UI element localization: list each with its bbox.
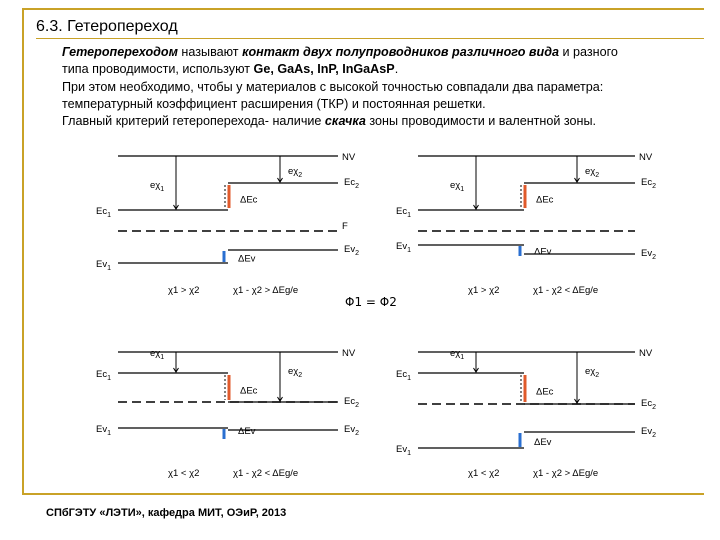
materials-list: Ge, GaAs, InP, InGaAsP — [253, 62, 395, 77]
vacuum-level-label: NV — [342, 348, 356, 359]
ec1-label: $Ec_1$ — [96, 369, 111, 382]
delta-ev-label: ΔEv — [534, 246, 552, 258]
ec1-label: $Ec_1$ — [396, 369, 411, 382]
delta-ec-label: ΔEc — [536, 194, 554, 206]
text-span: типа проводимости, используют — [62, 62, 254, 77]
slide-title: 6.3. Гетеропереход — [36, 18, 178, 35]
delta-ec-label: ΔEc — [536, 386, 554, 398]
band-diagram-top-left — [96, 152, 359, 296]
text-span: называют — [177, 45, 243, 59]
valence-offset-marker — [519, 433, 522, 447]
chi2-label: $e\chi_2$ — [585, 366, 600, 379]
chi1-label: $e\chi_1$ — [150, 180, 165, 193]
chi1-label: $e\chi_1$ — [450, 180, 465, 193]
ev2-label: $Ev_2$ — [641, 248, 656, 261]
band-diagram-top-right — [396, 152, 656, 296]
chi2-label: $e\chi_2$ — [585, 166, 600, 179]
chi2-arrow — [575, 352, 580, 403]
condition-chi-label: χ1 < χ2 — [468, 468, 500, 479]
text-span: . — [394, 62, 399, 77]
para-3: температурный коэффициент расширения (ТКР) и постоянная решетки. — [62, 96, 486, 111]
ec2-label: $Ec_2$ — [641, 177, 656, 190]
valence-offset-marker — [519, 246, 522, 256]
ev1-label: $Ev_1$ — [396, 241, 411, 254]
condition-gap-label: χ1 - χ2 > ΔEg/e — [533, 468, 599, 479]
conduction-offset-marker — [524, 375, 527, 402]
jump-emphasis: скачка — [324, 114, 366, 129]
ec1-label: $Ec_1$ — [96, 206, 111, 219]
ev1-label: $Ev_1$ — [96, 424, 111, 437]
conduction-offset-marker — [228, 375, 231, 400]
delta-ev-label: ΔEv — [534, 437, 552, 448]
fermi-level-label: F — [342, 221, 348, 232]
condition-chi-label: χ1 > χ2 — [168, 285, 200, 296]
text-span: и разного — [558, 45, 618, 59]
chi2-label: $e\chi_2$ — [288, 166, 303, 179]
delta-ec-label: ΔEc — [240, 385, 258, 397]
chi1-arrow — [174, 156, 179, 209]
chi1-arrow — [474, 352, 479, 372]
delta-ec-label: ΔEc — [240, 194, 258, 206]
definition-text: контакт двух полупроводников различного вида — [242, 45, 559, 59]
delta-ev-label: ΔEv — [238, 426, 256, 437]
band-diagram-bottom-right — [396, 348, 656, 479]
chi2-arrow — [278, 352, 283, 401]
ec2-label: $Ec_2$ — [344, 396, 359, 409]
ec2-label: $Ec_2$ — [641, 398, 656, 411]
ev2-label: $Ev_2$ — [344, 244, 359, 257]
ev1-label: $Ev_1$ — [396, 444, 411, 457]
term-heterojunction: Гетеропереходом — [62, 45, 178, 59]
conduction-offset-marker — [524, 185, 527, 208]
chi2-arrow — [575, 156, 580, 182]
valence-offset-marker — [223, 429, 226, 439]
delta-ev-label: ΔEv — [238, 253, 256, 265]
ev2-label: $Ev_2$ — [641, 426, 656, 439]
ec1-label: $Ec_1$ — [396, 206, 411, 219]
vacuum-level-label: NV — [342, 152, 356, 163]
text-span: зоны проводимости и валентной зоны. — [365, 114, 597, 129]
condition-chi-label: χ1 > χ2 — [468, 285, 500, 296]
chi1-arrow — [474, 156, 479, 209]
ec2-label: $Ec_2$ — [344, 177, 359, 190]
chi1-arrow — [174, 352, 179, 372]
vacuum-level-label: NV — [639, 152, 653, 163]
condition-gap-label: χ1 - χ2 < ΔEg/e — [233, 468, 299, 479]
conduction-offset-marker — [228, 185, 231, 208]
condition-gap-label: χ1 - χ2 < ΔEg/e — [533, 285, 599, 296]
para-2: При этом необходимо, чтобы у материалов с высокой точностью совпадали два параметра: — [62, 79, 604, 94]
chi1-label: $e\chi_1$ — [150, 348, 165, 361]
ev2-label: $Ev_2$ — [344, 424, 359, 437]
chi2-arrow — [278, 156, 283, 182]
vacuum-level-label: NV — [639, 348, 653, 359]
work-function-equality-label: Φ1 = Φ2 — [345, 295, 397, 309]
condition-chi-label: χ1 < χ2 — [168, 468, 200, 479]
text-span: Главный критерий гетероперехода- наличие — [62, 114, 325, 129]
condition-gap-label: χ1 - χ2 > ΔEg/e — [233, 285, 299, 296]
valence-offset-marker — [223, 251, 226, 262]
chi1-label: $e\chi_1$ — [450, 348, 465, 361]
band-diagram-bottom-left — [96, 348, 359, 479]
footer-credit: СПбГЭТУ «ЛЭТИ», кафедра МИТ, ОЭиР, 2013 — [46, 507, 287, 519]
ev1-label: $Ev_1$ — [96, 259, 111, 272]
chi2-label: $e\chi_2$ — [288, 366, 303, 379]
